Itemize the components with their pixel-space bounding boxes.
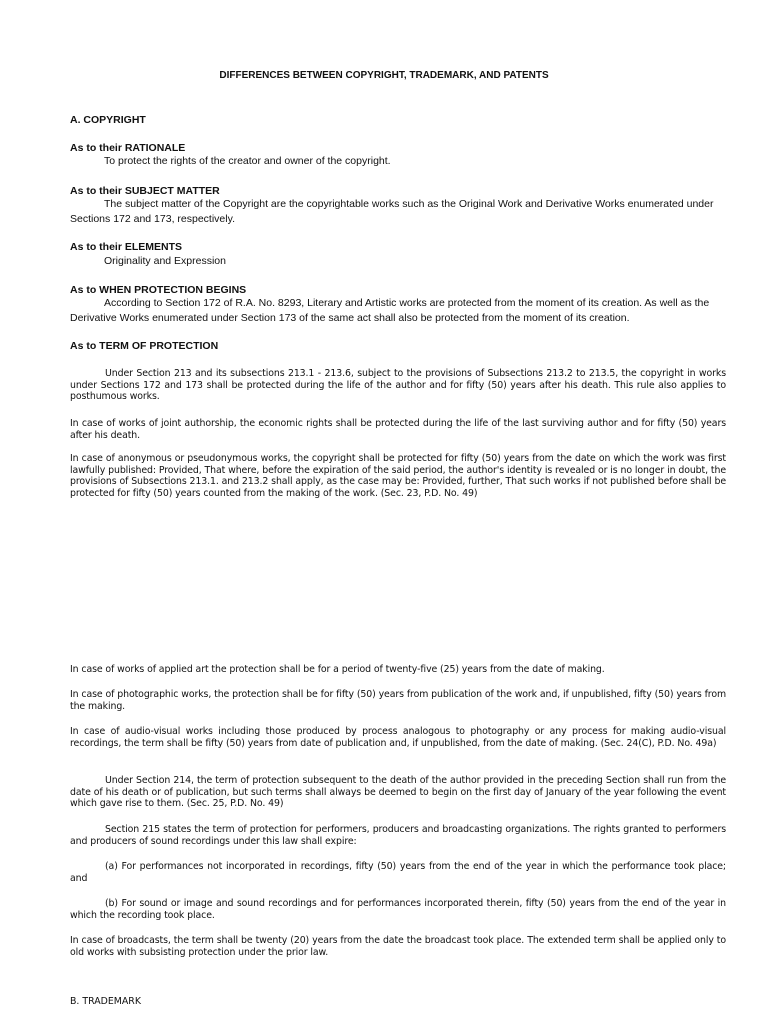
term-paragraph-broadcasts: In case of broadcasts, the term shall be twenty (20) years from the date the broadcast took place. The extended term shall be applied only to old works with subsisting protection under the prior law. — [70, 935, 726, 958]
term-paragraph-joint-authorship: In case of works of joint authorship, the economic rights shall be protected during the life of the last surviving author and for fifty (50) years after his death. — [70, 418, 726, 441]
term-paragraph-section-214: Under Section 214, the term of protection subsequent to the death of the author provided in the preceding Section shall run from the date of his death or of publication, but such terms shall always be deemed to begin on the first day of January of the year following the event which gave rise to them. (Sec. 25, P.D. No. 49) — [70, 775, 726, 810]
subject-matter-text: The subject matter of the Copyright are the copyrightable works such as the Original Work and Derivative Works enumerated under Sections 172 and 173, respectively. — [70, 198, 714, 225]
term-paragraph-section-213: Under Section 213 and its subsections 213.1 - 213.6, subject to the provisions of Subsections 213.2 to 213.5, the copyright in works under Sections 172 and 173 shall be protected during the life of the author and for fifty (50) years after his death. This rule also applies to posthumous works. — [70, 368, 726, 403]
term-paragraph-applied-art: In case of works of applied art the protection shall be for a period of twenty-five (25) years from the date of making. — [70, 664, 605, 675]
term-paragraph-photographic-works: In case of photographic works, the protection shall be for fifty (50) years from publication of the work and, if unpublished, fifty (50) years from the making. — [70, 689, 726, 712]
rationale-heading: As to their RATIONALE — [70, 142, 186, 154]
term-paragraph-audio-visual-works: In case of audio-visual works including those produced by process analogous to photography or any process for making audio-visual recordings, the term shall be fifty (50) years from date of publication and, if unpublished, from the date of making. (Sec. 24(C), P.D. No. 49a) — [70, 726, 726, 749]
subject-matter-heading: As to their SUBJECT MATTER — [70, 185, 220, 197]
document-title: DIFFERENCES BETWEEN COPYRIGHT, TRADEMARK, AND PATENTS — [219, 70, 549, 81]
elements-heading: As to their ELEMENTS — [70, 241, 183, 253]
when-protection-heading: As to WHEN PROTECTION BEGINS — [70, 284, 247, 296]
term-paragraph-section-215: Section 215 states the term of protection for performers, producers and broadcasting organizations. The rights granted to performers and producers of sound recordings under this law shall expire: — [70, 824, 726, 847]
rationale-text: To protect the rights of the creator and owner of the copyright. — [104, 155, 391, 167]
section-heading-trademark: B. TRADEMARK — [70, 996, 141, 1007]
section-heading-copyright: A. COPYRIGHT — [70, 114, 146, 126]
when-protection-text: According to Section 172 of R.A. No. 8293, Literary and Artistic works are protected from the moment of its creation. As well as the Derivative Works enumerated under Section 173 of the same act shall also be protected from the moment of its creation. — [70, 297, 710, 324]
term-paragraph-performances: (a) For performances not incorporated in recordings, fifty (50) years from the end of the year in which the performance took place; and — [70, 861, 726, 884]
term-paragraph-sound-recordings: (b) For sound or image and sound recordings and for performances incorporated therein, fifty (50) years from the end of the year in which the recording took place. — [70, 898, 726, 921]
term-paragraph-anonymous-works: In case of anonymous or pseudonymous works, the copyright shall be protected for fifty (50) years from the date on which the work was first lawfully published: Provided, That where, before the expiration of the said period, the author's identity is revealed or is no longer in doubt, the provisions of Subsections 213.1. and 213.2 shall apply, as the case may be: Provided, further, That such works if not published before shall be protected for fifty (50) years counted from the making of the work. (Sec. 23, P.D. No. 49) — [70, 453, 726, 499]
elements-text: Originality and Expression — [104, 255, 226, 267]
term-of-protection-heading: As to TERM OF PROTECTION — [70, 340, 219, 352]
